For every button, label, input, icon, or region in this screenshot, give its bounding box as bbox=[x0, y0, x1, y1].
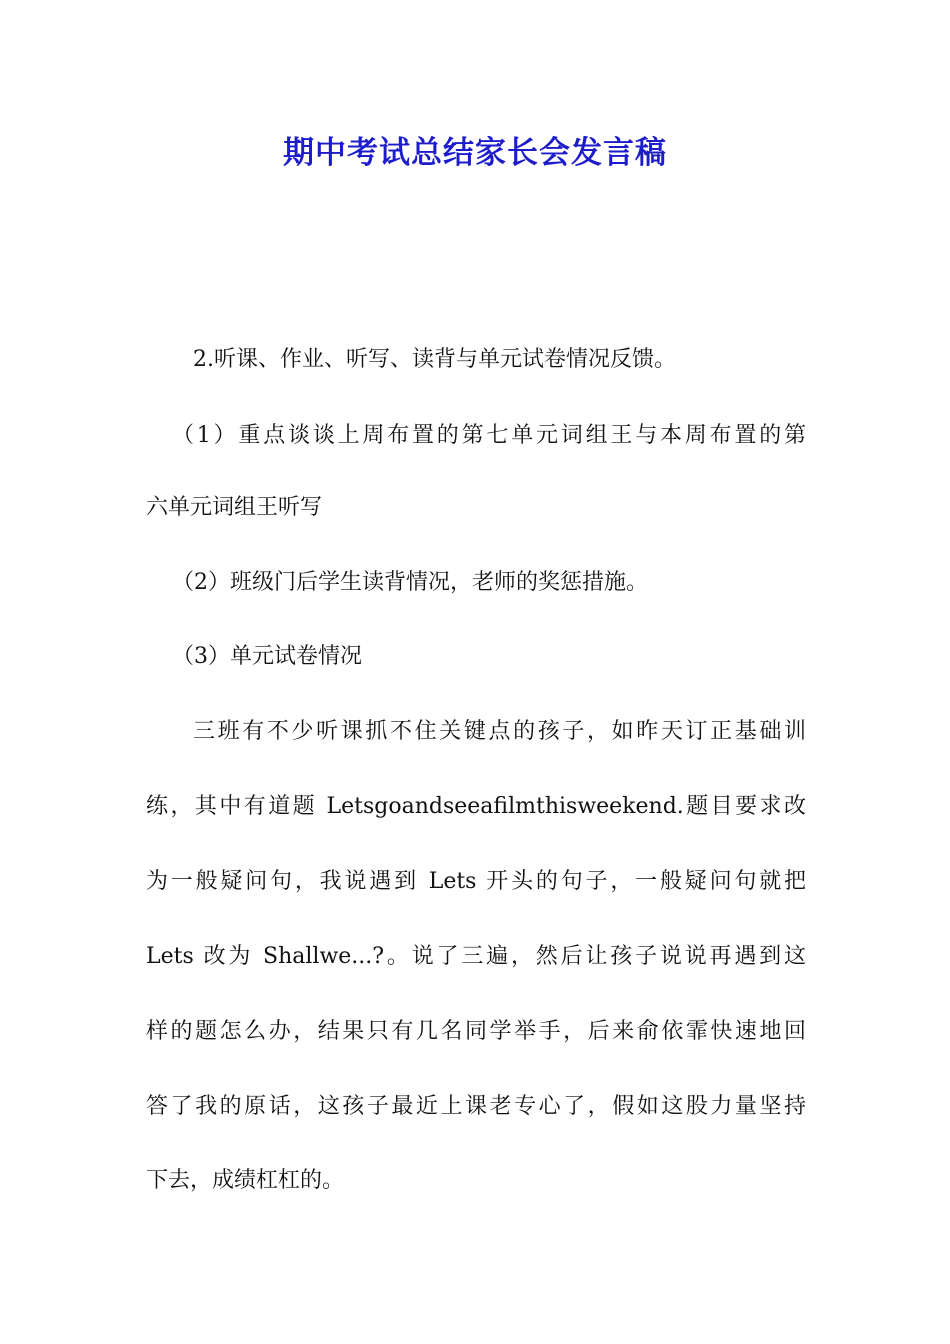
paragraph-line: 练，其中有道题 Letsgoandseeafilmthisweekend.题目要求改 bbox=[146, 794, 806, 819]
document-title: 期中考试总结家长会发言稿 bbox=[283, 135, 667, 171]
paragraph-line: （2）班级门后学生读背情况，老师的奖惩措施。 bbox=[172, 570, 648, 595]
paragraph-line: 下去，成绩杠杠的。 bbox=[146, 1168, 345, 1193]
paragraph-line: （1）重点谈谈上周布置的第七单元词组王与本周布置的第 bbox=[172, 423, 806, 448]
paragraph-line: Lets 改为 Shallwe...?。说了三遍，然后让孩子说说再遇到这 bbox=[146, 944, 806, 969]
paragraph-line: 样的题怎么办，结果只有几名同学举手，后来俞依霏快速地回 bbox=[146, 1019, 806, 1044]
paragraph-line: （3）单元试卷情况 bbox=[172, 644, 362, 669]
paragraph-heading-feedback: 2.听课、作业、听写、读背与单元试卷情况反馈。 bbox=[193, 347, 676, 372]
paragraph-line: 六单元词组王听写 bbox=[146, 495, 323, 520]
paragraph-line: 三班有不少听课抓不住关键点的孩子，如昨天订正基础训 bbox=[193, 719, 806, 744]
paragraph-line: 答了我的原话，这孩子最近上课老专心了，假如这股力量坚持 bbox=[146, 1094, 806, 1119]
paragraph-line: 为一般疑问句，我说遇到 Lets 开头的句子，一般疑问句就把 bbox=[146, 869, 806, 894]
